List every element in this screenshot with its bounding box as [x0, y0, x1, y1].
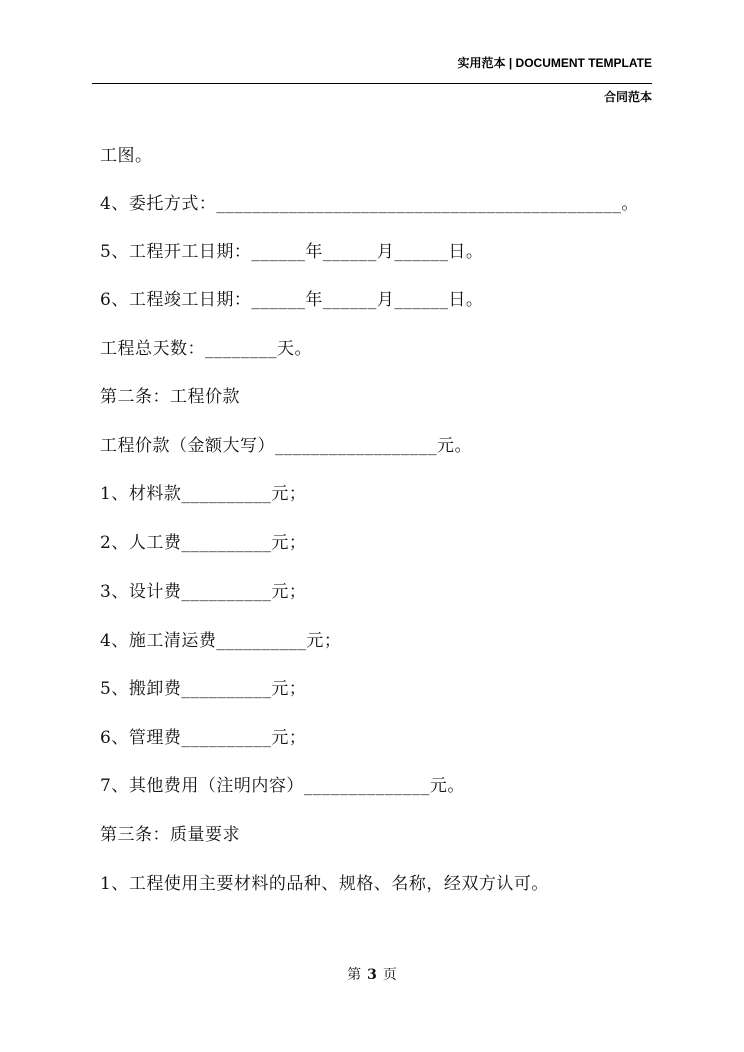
header-divider — [92, 83, 652, 84]
section-heading-price: 第二条：工程价款 — [100, 387, 240, 407]
body-line-materials-approval: 1、工程使用主要材料的品种、规格、名称，经双方认可。 — [100, 874, 549, 894]
body-line-cleanup: 4、施工清运费__________元； — [100, 631, 342, 651]
body-line-continuation: 工图。 — [100, 146, 153, 166]
body-line-total-days: 工程总天数：________天。 — [100, 339, 312, 359]
body-line-design: 3、设计费__________元； — [100, 582, 307, 602]
body-line-commission-method: 4、委托方式：_____________________________________________。 — [100, 194, 639, 214]
body-line-other-fees: 7、其他费用（注明内容）______________元。 — [100, 776, 465, 796]
header-subtitle: 合同范本 — [603, 90, 652, 104]
section-heading-quality: 第三条：质量要求 — [100, 825, 240, 845]
page-number-suffix: 页 — [382, 967, 397, 983]
body-line-completion-date: 6、工程竣工日期：______年______月______日。 — [100, 290, 484, 310]
page-number-prefix: 第 — [347, 967, 362, 983]
body-line-handling: 5、搬卸费__________元； — [100, 679, 307, 699]
page-footer — [0, 964, 744, 984]
body-line-materials: 1、材料款__________元； — [100, 484, 307, 504]
body-line-start-date: 5、工程开工日期：______年______月______日。 — [100, 242, 484, 262]
header-title: 实用范本 | DOCUMENT TEMPLATE — [457, 56, 652, 70]
body-line-labor: 2、人工费__________元； — [100, 533, 307, 553]
page-number: 3 — [367, 967, 377, 983]
body-line-management: 6、管理费__________元； — [100, 728, 307, 748]
body-line-price-total: 工程价款（金额大写）__________________元。 — [100, 436, 472, 456]
